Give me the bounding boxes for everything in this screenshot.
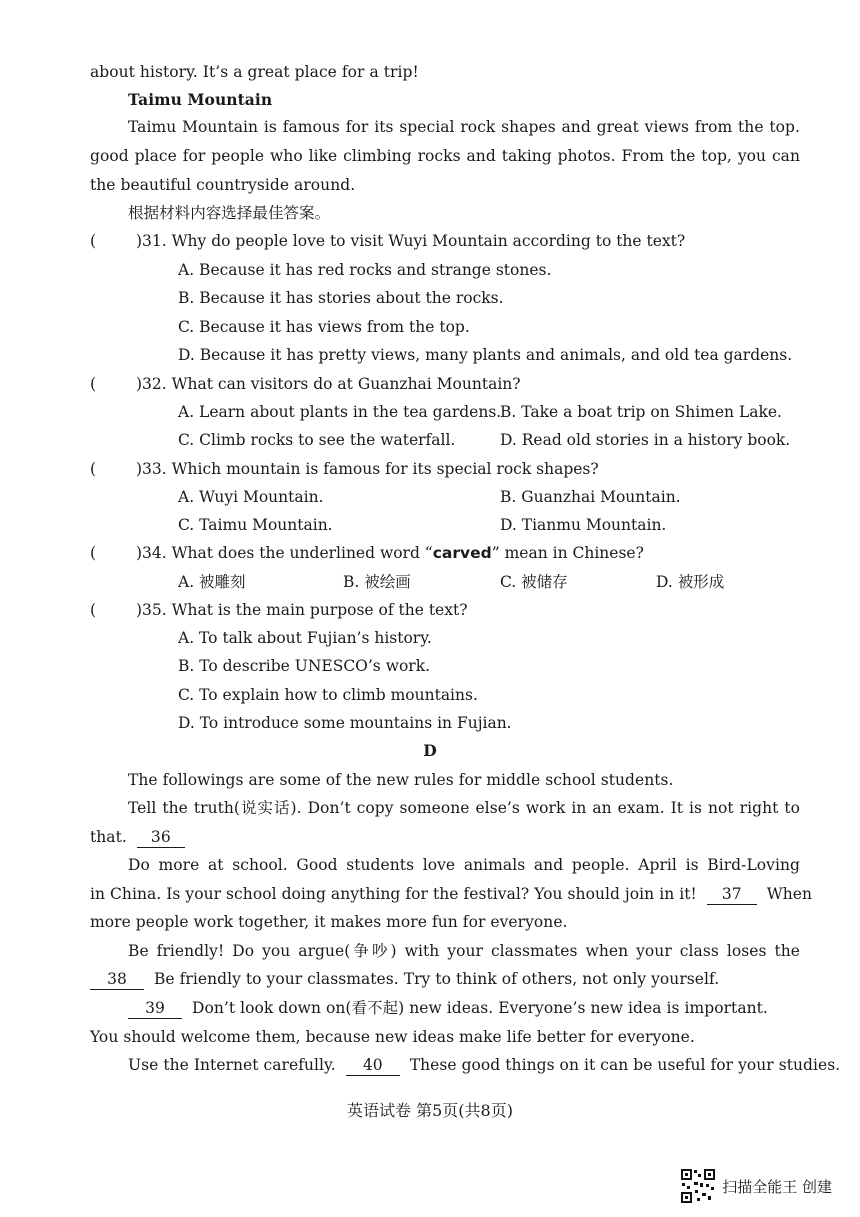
rule-2-line-1: Do more at school. Good students love animals and people. April is Bird-Loving xyxy=(128,856,800,874)
taimu-title: Taimu Mountain xyxy=(128,90,273,109)
passage-c-last-line: about history. It’s a great place for a trip! xyxy=(90,63,419,81)
q35-option-c: C. To explain how to climb mountains. xyxy=(178,686,478,704)
q32-option-d: D. Read old stories in a history book. xyxy=(500,431,791,449)
rule-5-line-1 xyxy=(128,1055,840,1076)
rule-2-line-2-suffix: When xyxy=(766,885,812,903)
blank-40[interactable]: 40 xyxy=(346,1055,400,1076)
rule-2-line-2 xyxy=(90,884,812,905)
rule-3-line-2 xyxy=(90,969,719,990)
rule-4-line-2: You should welcome them, because new ideas make life better for everyone. xyxy=(90,1028,695,1046)
page-footer: 英语试卷 第5页(共8页) xyxy=(347,1101,513,1120)
taimu-line-2: good place for people who like climbing rocks and taking photos. From the top, you can xyxy=(90,147,800,165)
q35-paren: ( xyxy=(90,601,97,619)
q34-keyword: carved xyxy=(432,544,492,562)
q33-option-b: B. Guanzhai Mountain. xyxy=(500,488,681,506)
scanner-watermark xyxy=(680,1168,832,1204)
q32-option-a: A. Learn about plants in the tea gardens. xyxy=(178,403,502,421)
q33-option-c: C. Taimu Mountain. xyxy=(178,516,333,534)
rule-1-line-2 xyxy=(90,827,185,848)
q33-option-a: A. Wuyi Mountain. xyxy=(178,488,324,506)
taimu-line-1: Taimu Mountain is famous for its special rock shapes and great views from the top. xyxy=(128,118,800,136)
q35-option-b: B. To describe UNESCO’s work. xyxy=(178,657,431,675)
q34-paren: ( xyxy=(90,544,97,562)
blank-36[interactable]: 36 xyxy=(137,827,185,848)
q34-option-a: A. 被雕刻 xyxy=(178,573,246,591)
rule-4-line-1 xyxy=(128,998,768,1019)
rule-1-line-1: Tell the truth(说实话). Don’t copy someone else’s work in an exam. It is not right to xyxy=(128,799,800,817)
rule-2-line-3: more people work together, it makes more fun for everyone. xyxy=(90,913,568,931)
passage-d-intro: The followings are some of the new rules for middle school students. xyxy=(128,771,674,789)
q32-option-c: C. Climb rocks to see the waterfall. xyxy=(178,431,456,449)
rule-3-line-1: Be friendly! Do you argue(争吵) with your classmates when your class loses the xyxy=(128,942,800,960)
rule-2-line-2-text: in China. Is your school doing anything for the festival? You should join in it! xyxy=(90,885,697,903)
q31-option-c: C. Because it has views from the top. xyxy=(178,318,470,336)
rule-5-line-1-prefix: Use the Internet carefully. xyxy=(128,1056,336,1074)
blank-37[interactable]: 37 xyxy=(707,884,757,905)
blank-38[interactable]: 38 xyxy=(90,969,144,990)
q35-option-d: D. To introduce some mountains in Fujian. xyxy=(178,714,512,732)
q34-text xyxy=(136,543,644,563)
rule-1-line-2-text: that. xyxy=(90,828,127,846)
taimu-line-3: the beautiful countryside around. xyxy=(90,176,356,194)
q32-text: )32. What can visitors do at Guanzhai Mountain? xyxy=(136,375,521,393)
q34-option-c: C. 被储存 xyxy=(500,573,568,591)
q35-text: )35. What is the main purpose of the text? xyxy=(136,601,468,619)
watermark-text: 扫描全能王 创建 xyxy=(722,1177,832,1196)
q34-text-after: ” mean in Chinese? xyxy=(491,544,644,562)
q31-paren: ( xyxy=(90,232,97,250)
q35-option-a: A. To talk about Fujian’s history. xyxy=(178,629,432,647)
qr-code-icon xyxy=(680,1168,716,1204)
q31-option-b: B. Because it has stories about the rocks. xyxy=(178,289,504,307)
q34-option-b: B. 被绘画 xyxy=(343,573,411,591)
q32-option-b: B. Take a boat trip on Shimen Lake. xyxy=(500,403,782,421)
q33-option-d: D. Tianmu Mountain. xyxy=(500,516,667,534)
passage-d-heading: D xyxy=(423,741,437,760)
q32-paren: ( xyxy=(90,375,97,393)
instruction: 根据材料内容选择最佳答案。 xyxy=(128,204,331,222)
q33-text: )33. Which mountain is famous for its special rock shapes? xyxy=(136,460,599,478)
rule-4-line-1-text: Don’t look down on(看不起) new ideas. Everyone’s new idea is important. xyxy=(191,999,768,1017)
q34-text-before: )34. What does the underlined word “ xyxy=(136,544,433,562)
q33-paren: ( xyxy=(90,460,97,478)
q31-option-d: D. Because it has pretty views, many plants and animals, and old tea gardens. xyxy=(178,346,793,364)
q31-text: )31. Why do people love to visit Wuyi Mountain according to the text? xyxy=(136,232,686,250)
rule-5-line-1-suffix: These good things on it can be useful for your studies. xyxy=(409,1056,841,1074)
q34-option-d: D. 被形成 xyxy=(656,573,725,591)
blank-39[interactable]: 39 xyxy=(128,998,182,1019)
q31-option-a: A. Because it has red rocks and strange stones. xyxy=(178,261,552,279)
rule-3-line-2-text: Be friendly to your classmates. Try to think of others, not only yourself. xyxy=(153,970,720,988)
